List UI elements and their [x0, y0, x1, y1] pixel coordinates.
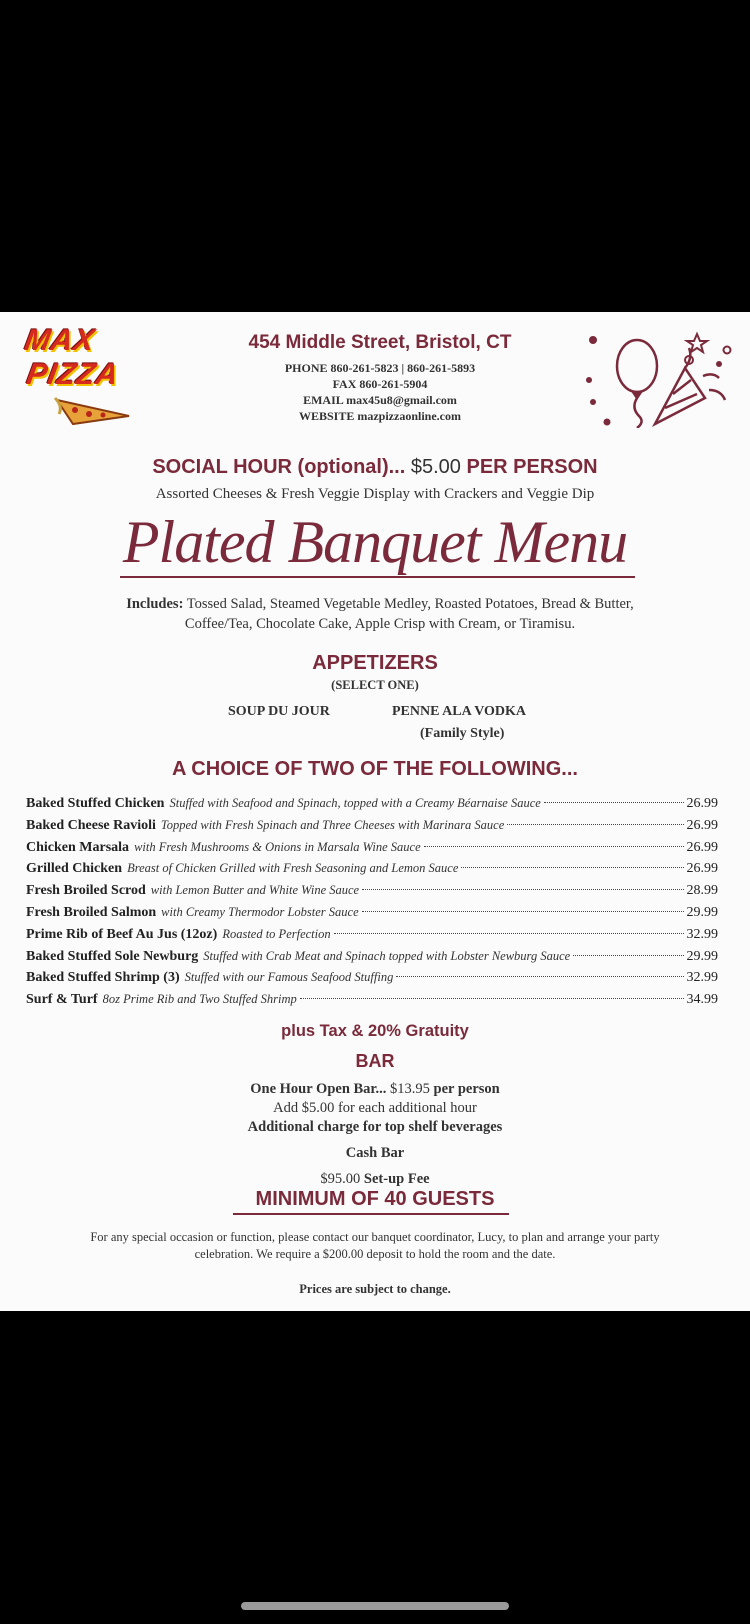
entree-row	[26, 796, 718, 818]
phone: PHONE 860-261-5823 | 860-261-5893	[284, 361, 476, 375]
entree-row	[26, 905, 718, 927]
appetizer-penne: PENNE ALA VODKA	[392, 704, 527, 719]
dot-leader	[396, 976, 683, 977]
entree-desc: Topped with Fresh Spinach and Three Cheeses with Marinara Sauce	[160, 817, 505, 832]
dot-leader	[573, 955, 683, 956]
top-shelf-note: Additional charge for top shelf beverages	[247, 1119, 503, 1135]
address: 454 Middle Street, Bristol, CT	[248, 332, 512, 353]
confetti-dot	[589, 336, 597, 344]
balloon-icon	[617, 340, 657, 428]
entree-price: 26.99	[686, 839, 718, 855]
entree-price: 34.99	[686, 992, 718, 1008]
entree-name: Baked Stuffed Shrimp (3)	[26, 970, 180, 986]
entree-row	[26, 970, 718, 992]
menu-sheet	[0, 312, 750, 1311]
entree-price: 26.99	[686, 796, 718, 811]
social-hour-label: SOCIAL HOUR (optional)...	[152, 456, 406, 478]
entree-desc: with Fresh Mushrooms & Onions in Marsala Wine Sauce	[134, 839, 421, 854]
bar-heading: BAR	[355, 1051, 395, 1071]
party-decoration	[585, 328, 735, 428]
entree-desc: Stuffed with Seafood and Spinach, topped with a Creamy Béarnaise Sauce	[169, 796, 541, 810]
social-hour-line	[0, 456, 750, 479]
includes-block	[100, 594, 660, 634]
appetizers-heading: APPETIZERS	[312, 652, 438, 674]
entree-name: Baked Cheese Ravioli	[26, 817, 156, 833]
additional-hour: Add $5.00 for each additional hour	[273, 1100, 477, 1116]
dot-leader	[334, 933, 684, 934]
header-block	[210, 332, 550, 424]
entree-desc: with Creamy Thermodor Lobster Sauce	[161, 904, 359, 919]
includes-line2: Coffee/Tea, Chocolate Cake, Apple Crisp with Cream, or Tiramisu.	[184, 616, 576, 632]
entree-row	[26, 861, 718, 883]
entree-name: Fresh Broiled Salmon	[26, 904, 157, 920]
social-hour-desc: Assorted Cheeses & Fresh Veggie Display with Crackers and Veggie Dip	[155, 486, 595, 502]
entree-price: 26.99	[686, 817, 718, 833]
minimum-guests: MINIMUM OF 40 GUESTS	[255, 1188, 495, 1210]
prices-note: Prices are subject to change.	[299, 1282, 451, 1296]
open-bar-price: $13.95	[390, 1081, 430, 1097]
includes-line1: Tossed Salad, Steamed Vegetable Medley, Roasted Potatoes, Bread & Butter,	[186, 596, 634, 612]
dot-leader	[544, 802, 684, 803]
dot-leader	[424, 846, 684, 847]
fax: FAX 860-261-5904	[332, 377, 428, 391]
dot-leader	[461, 867, 683, 868]
max-pizza-logo	[22, 324, 145, 426]
dot-leader	[300, 998, 684, 999]
tax-note: plus Tax & 20% Gratuity	[281, 1022, 469, 1040]
entree-row	[26, 840, 718, 862]
footer-line1: For any special occasion or function, please contact our banquet coordinator, Lucy, to plan and arrange your party	[90, 1230, 660, 1244]
cash-bar: Cash Bar	[345, 1145, 405, 1161]
social-hour-per: PER PERSON	[466, 456, 598, 478]
entree-desc: Roasted to Perfection	[222, 926, 331, 941]
entree-price: 32.99	[686, 970, 718, 986]
website: WEBSITE mazpizzaonline.com	[298, 409, 461, 423]
pizza-slice-icon	[53, 394, 133, 428]
entree-price: 28.99	[686, 883, 718, 899]
menu-title: Plated Banquet Menu	[122, 509, 628, 575]
confetti-ring	[724, 347, 731, 354]
entree-row	[26, 927, 718, 949]
entree-price: 32.99	[686, 926, 718, 942]
appetizer-soup: SOUP DU JOUR	[228, 704, 330, 719]
footer-note	[40, 1229, 710, 1263]
entree-row	[26, 992, 718, 1014]
setup-fee-label: Set-up Fee	[363, 1171, 430, 1187]
confetti-dot	[604, 419, 611, 426]
entree-row	[26, 883, 718, 905]
confetti-dot	[716, 361, 722, 367]
entree-list	[26, 796, 718, 1014]
logo-word-pizza: PIZZA	[24, 358, 122, 391]
logo-word-max: MAX	[22, 324, 98, 357]
entree-name: Surf & Turf	[26, 992, 98, 1008]
title-underline	[120, 576, 635, 578]
home-indicator[interactable]	[241, 1602, 509, 1610]
choice-heading: A CHOICE OF TWO OF THE FOLLOWING...	[172, 758, 578, 780]
email: EMAIL max45u8@gmail.com	[303, 393, 457, 407]
entree-name: Grilled Chicken	[26, 861, 123, 877]
entree-price: 29.99	[686, 904, 718, 920]
appetizers-note: (SELECT ONE)	[331, 678, 419, 692]
entree-name: Fresh Broiled Scrod	[26, 883, 146, 899]
open-bar-line	[0, 1081, 750, 1098]
entree-name: Baked Stuffed Sole Newburg	[26, 948, 199, 964]
dot-leader	[362, 889, 683, 890]
footer-line2: celebration. We require a $200.00 deposit to hold the room and the date.	[194, 1247, 556, 1261]
dot-leader	[507, 824, 683, 825]
entree-name: Baked Stuffed Chicken	[26, 796, 165, 811]
open-bar-per: per person	[433, 1081, 500, 1097]
entree-desc: with Lemon Butter and White Wine Sauce	[150, 883, 360, 898]
entree-price: 26.99	[686, 861, 718, 877]
open-bar-label: One Hour Open Bar...	[250, 1081, 387, 1097]
setup-fee-line	[0, 1171, 750, 1188]
entree-desc: 8oz Prime Rib and Two Stuffed Shrimp	[102, 992, 297, 1007]
entree-row	[26, 949, 718, 971]
entree-desc: Stuffed with Crab Meat and Spinach topped with Lobster Newburg Sauce	[203, 948, 571, 963]
entree-name: Chicken Marsala	[26, 839, 130, 855]
confetti-dot	[586, 377, 592, 383]
entree-name: Prime Rib of Beef Au Jus (12oz)	[26, 926, 218, 942]
entree-price: 29.99	[686, 948, 718, 964]
entree-desc: Breast of Chicken Grilled with Fresh Seasoning and Lemon Sauce	[127, 861, 459, 876]
entree-row	[26, 818, 718, 840]
appetizer-penne-note: (Family Style)	[420, 726, 505, 741]
minimum-underline	[233, 1213, 509, 1215]
dot-leader	[362, 911, 684, 912]
social-hour-price: $5.00	[410, 456, 461, 478]
includes-label: Includes:	[126, 596, 184, 612]
party-popper-icon	[655, 348, 725, 424]
setup-fee-price: $95.00	[320, 1171, 361, 1187]
confetti-dot	[590, 399, 596, 405]
entree-desc: Stuffed with our Famous Seafood Stuffing	[184, 970, 394, 985]
